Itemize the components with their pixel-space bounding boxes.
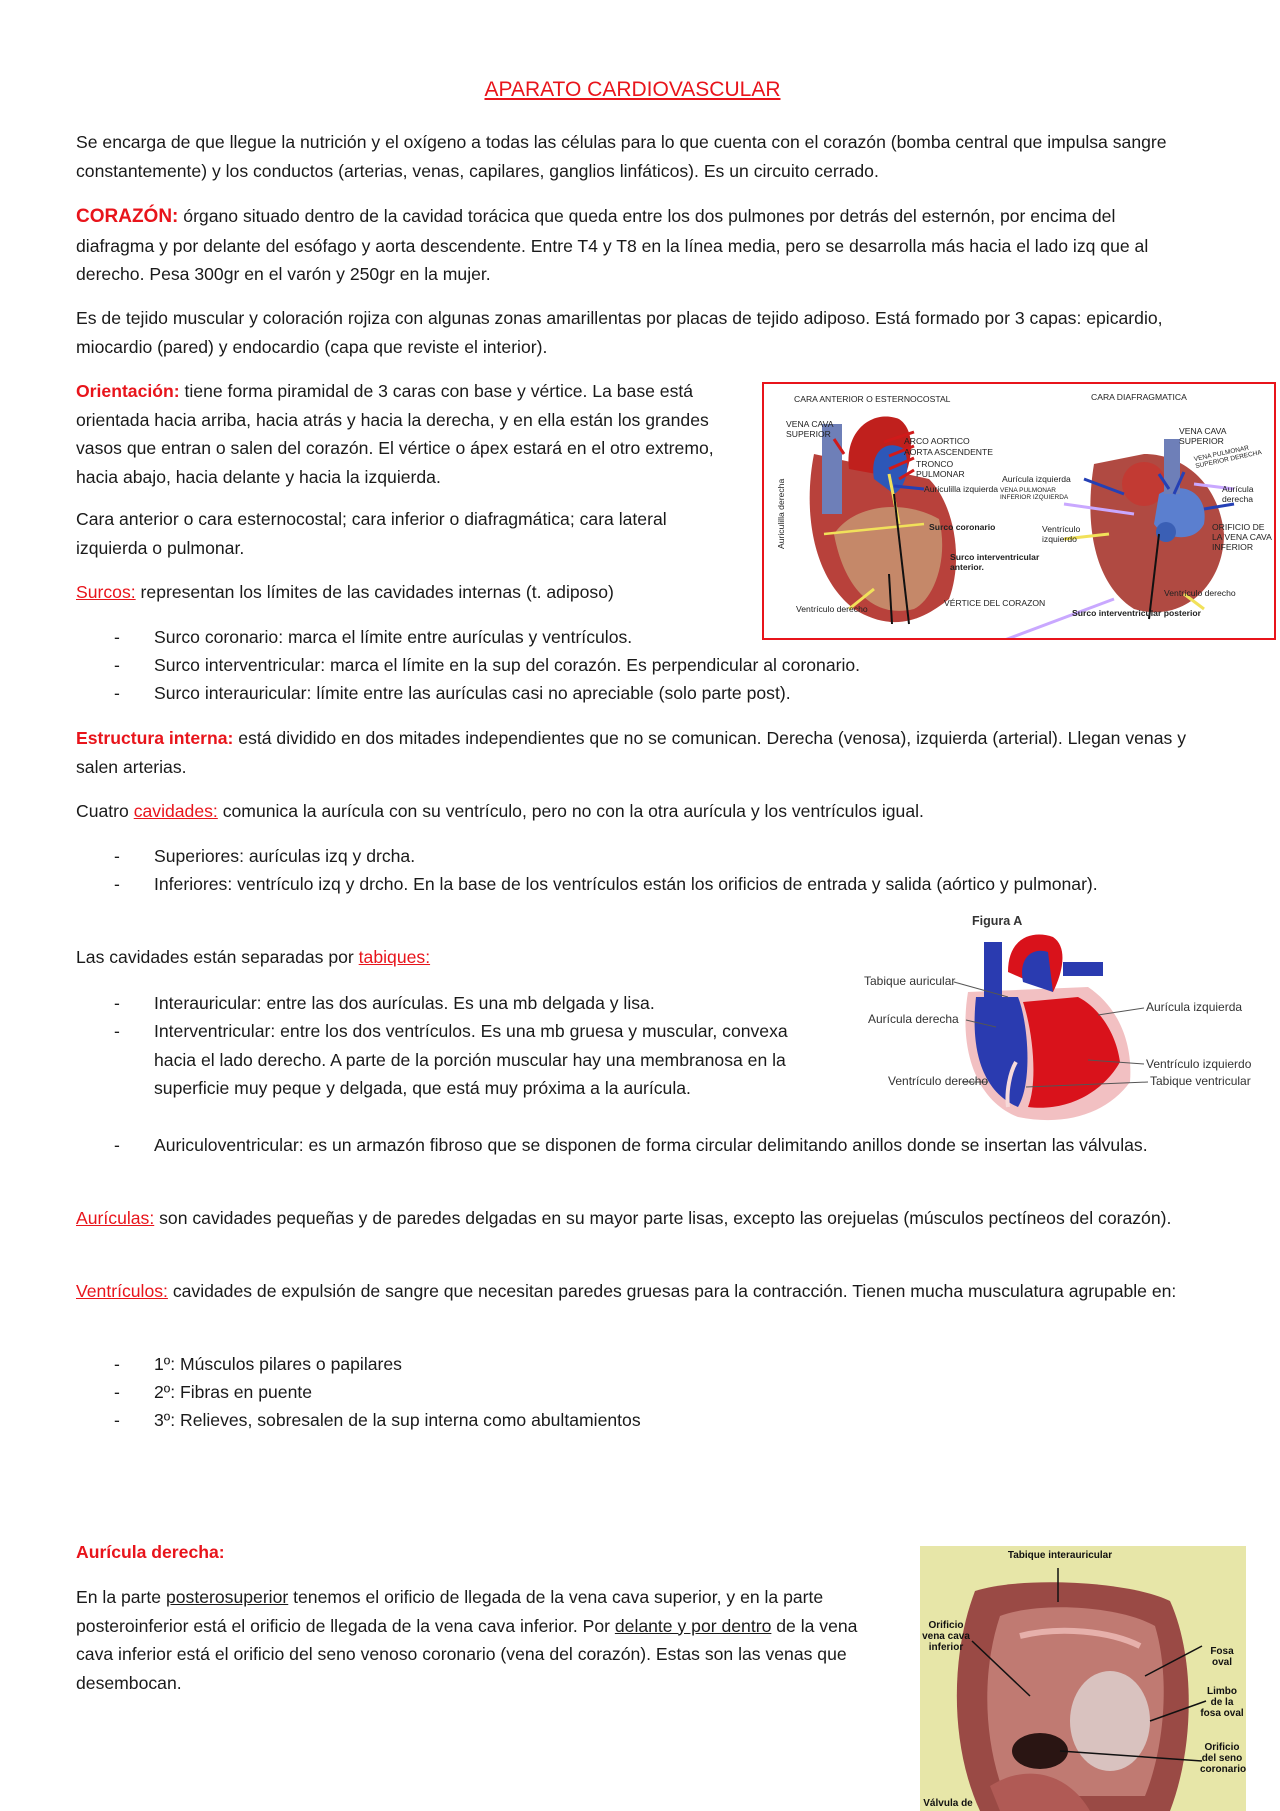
label-surco-coronario: Surco coronario xyxy=(929,522,996,532)
estructura-text: está dividido en dos mitades independientes que no se comunican. Derecha (venosa), izquierda (arterial). Llegan venas y salen arterias. xyxy=(76,728,1186,777)
label-venas-pulmonares-sup: VENA PULMONAR SUPERIOR DERECHA xyxy=(1193,444,1263,470)
list-item-text: Surco interauricular: límite entre las aurículas casi no apreciable (solo parte post). xyxy=(154,683,791,703)
bullet-dash: - xyxy=(114,1410,120,1430)
label-vena-cava-superior: VENA CAVA SUPERIOR xyxy=(786,419,833,439)
ventriculos-text: cavidades de expulsión de sangre que necesitan paredes gruesas para la contracción. Tienen mucha musculatura agrupable en: xyxy=(167,1281,1177,1301)
list-item xyxy=(114,1131,1194,1189)
heart-faces-figure xyxy=(762,382,1276,640)
bullet-dash: - xyxy=(114,993,120,1013)
list-item-text: Auriculoventricular: es un armazón fibroso que se disponen de forma circular delimitando anillos donde se insertan las válvulas. xyxy=(154,1135,1148,1155)
tabiques-paragraph xyxy=(76,943,741,972)
tejido-paragraph: Es de tejido muscular y coloración rojiza con algunas zonas amarillentas por placas de tejido adiposo. Está formado por 3 capas: epicardio, miocardio (pared) y endocardio (capa que reviste el interior). xyxy=(76,308,1163,357)
label-aorta-ascendente: AORTA ASCENDENTE xyxy=(904,447,993,457)
label-tabique-auricular: Tabique auricular xyxy=(864,974,956,988)
list-item xyxy=(114,651,1114,679)
label-tronco-pulmonar: TRONCO PULMONAR xyxy=(916,459,965,479)
label-ventriculo-derecho: Ventrículo derecho xyxy=(796,604,868,614)
tabiques-label: tabiques: xyxy=(358,947,431,967)
label-vena-cava-superior-2: VENA CAVA SUPERIOR xyxy=(1179,426,1226,446)
figura-a-title: Figura A xyxy=(972,914,1023,928)
estructura-label: Estructura interna: xyxy=(76,728,234,748)
list-item-text: Interventricular: entre los dos ventrículos. Es una mb gruesa y muscular, convexa hacia el lado derecho. A parte de la porción muscular hay una membranosa en la superficie muy peque y delgada, que está muy próxima a la aurícula. xyxy=(154,1021,788,1099)
intro-paragraph: Se encarga de que llegue la nutrición y el oxígeno a todas las células para lo que cuenta con el corazón (bomba central que impulsa sangre constantemente) y los conductos (arterias, venas, capilares, ganglios linfáticos). Es un circuito cerrado. xyxy=(76,132,1167,181)
label-orificio-vena-cava-inferior: ORIFICIO DE LA VENA CAVA INFERIOR xyxy=(1212,522,1272,552)
bullet-dash: - xyxy=(114,1354,120,1374)
label-limbo-fosa-oval: Limbo de la fosa oval xyxy=(1200,1686,1244,1719)
surcos-label: Surcos: xyxy=(76,582,136,602)
corazon-label: CORAZÓN: xyxy=(76,206,179,227)
list-item-text: Surco interventricular: marca el límite en la sup del corazón. Es perpendicular al coronario. xyxy=(154,655,861,675)
label-orificio-seno-coronario: Orificio del seno coronario xyxy=(1200,1742,1246,1775)
label-orificio-vena-cava-inferior: Orificio vena cava inferior xyxy=(922,1620,970,1653)
list-item xyxy=(114,679,1114,707)
label-auriculilla-izquierda: Auriculilla izquierda xyxy=(924,484,999,494)
list-item xyxy=(114,1017,854,1131)
list-item xyxy=(114,842,1194,870)
bullet-dash: - xyxy=(114,655,120,675)
label-vertice-corazon: VÉRTICE DEL CORAZON xyxy=(944,598,1046,608)
ad-text-3: de la vena cava inferior está el orificio del seno venoso coronario (vena del corazón). Estas son las venas que desembocan. xyxy=(76,1615,858,1693)
label-tabique-ventricular: Tabique ventricular xyxy=(1150,1074,1251,1088)
list-item-text: 3º: Relieves, sobresalen de la sup interna como abultamientos xyxy=(154,1410,641,1430)
bullet-dash: - xyxy=(114,1382,120,1402)
corazon-paragraph xyxy=(76,202,1196,289)
cavidades-paragraph xyxy=(76,797,1196,826)
ad-text-2: tenemos el orificio de llegada de la vena cava superior, y en la parte posteroinferior está el orificio de llegada de la vena cava inferior. Por xyxy=(76,1587,824,1636)
label-fosa-oval: Fosa oval xyxy=(1210,1646,1234,1668)
label-auricula-izquierda: Aurícula izquierda xyxy=(1146,1000,1243,1014)
auricula-derecha-paragraph xyxy=(76,1583,866,1697)
tabiques-prefix: Las cavidades están separadas por xyxy=(76,947,359,967)
label-auricula-derecha: Aurícula derecha xyxy=(1222,484,1254,504)
ventriculos-paragraph xyxy=(76,1277,1196,1306)
ventriculos-label: Ventrículos: xyxy=(76,1281,168,1301)
ad-underline-2: delante y por dentro xyxy=(614,1615,772,1636)
label-auricula-derecha: Aurícula derecha xyxy=(868,1012,959,1026)
orientacion-paragraph xyxy=(76,377,741,491)
cavidades-prefix: Cuatro xyxy=(76,801,134,821)
bullet-dash: - xyxy=(114,846,120,866)
figura-a xyxy=(858,912,1258,1122)
orientacion-text: tiene forma piramidal de 3 caras con base y vértice. La base está orientada hacia arriba, hacia atrás y hacia la derecha, y en ella están los grandes vasos que entran o salen del corazón. El vértice o ápex estará en el otro extremo, hacia abajo, hacia delante y hacia la izquierda. xyxy=(76,381,714,487)
cara-anterior-title: CARA ANTERIOR O ESTERNOCOSTAL xyxy=(794,394,951,404)
label-auriculilla-derecha: Auriculilla derecha xyxy=(776,478,786,549)
orientacion-label: Orientación: xyxy=(76,381,180,401)
label-ventriculo-derecho-2: Ventrículo derecho xyxy=(1164,588,1236,598)
surcos-text: representan los límites de las cavidades internas (t. adiposo) xyxy=(135,582,614,602)
label-ventriculo-izquierdo: Ventrículo izquierdo xyxy=(1042,524,1081,544)
label-auricula-izquierda: Aurícula izquierda xyxy=(1002,474,1071,484)
list-item xyxy=(114,989,854,1017)
label-arco-aortico: ARCO AORTICO xyxy=(904,436,970,446)
label-tabique-interauricular: Tabique interauricular xyxy=(1007,1550,1113,1561)
bullet-dash: - xyxy=(114,1021,120,1041)
auriculas-paragraph xyxy=(76,1204,1196,1233)
auriculas-label: Aurículas: xyxy=(76,1208,155,1228)
list-item-text: Superiores: aurículas izq y drcha. xyxy=(154,846,416,866)
bullet-dash: - xyxy=(114,683,120,703)
cara-diafragmatica-title: CARA DIAFRAGMATICA xyxy=(1091,392,1187,402)
list-item-text: Interauricular: entre las dos aurículas. Es una mb delgada y lisa. xyxy=(154,993,655,1013)
caras-paragraph: Cara anterior o cara esternocostal; cara inferior o diafragmática; cara lateral izquierda o pulmonar. xyxy=(76,509,667,558)
label-ventriculo-izquierdo: Ventrículo izquierdo xyxy=(1146,1057,1252,1071)
label-valvula: Válvula de xyxy=(923,1798,973,1809)
cavidades-label: cavidades: xyxy=(133,801,218,821)
list-item xyxy=(114,1406,1114,1434)
label-surco-interventricular-anterior: Surco interventricular anterior. xyxy=(950,552,1040,572)
auriculas-text: son cavidades pequeñas y de paredes delgadas en su mayor parte lisas, excepto las orejuelas (músculos pectíneos del corazón). xyxy=(154,1208,1172,1228)
corazon-text: órgano situado dentro de la cavidad torácica que queda entre los dos pulmones por detrás del esternón, por encima del diafragma y por delante del esófago y aorta descendente. Entre T4 y T8 en la línea media, pero se desarrolla más hacia el lado izq que al derecho. Pesa 300gr en el varón y 250gr en la mujer. xyxy=(76,206,1149,285)
auricula-derecha-heading: Aurícula derecha: xyxy=(76,1542,225,1562)
list-item-text: 1º: Músculos pilares o papilares xyxy=(154,1354,402,1374)
auricula-derecha-photo xyxy=(920,1546,1246,1811)
bullet-dash: - xyxy=(114,627,120,647)
list-item-text: 2º: Fibras en puente xyxy=(154,1382,313,1402)
list-item-text: Inferiores: ventrículo izq y drcho. En la base de los ventrículos están los orificios de entrada y salida (aórtico y pulmonar). xyxy=(154,874,1098,894)
ad-underline-1: posterosuperior xyxy=(165,1587,289,1607)
list-item-text: Surco coronario: marca el límite entre aurículas y ventrículos. xyxy=(154,627,633,647)
list-item xyxy=(114,1350,1114,1378)
label-surco-interventricular-posterior: Surco interventricular posterior xyxy=(1072,608,1201,618)
surcos-paragraph xyxy=(76,578,741,607)
ad-text-1: En la parte xyxy=(76,1587,166,1607)
auricula-derecha-illustration xyxy=(920,1546,1246,1811)
estructura-paragraph xyxy=(76,724,1196,781)
bullet-dash: - xyxy=(114,1135,120,1155)
list-item xyxy=(114,1378,1114,1406)
label-ventriculo-derecho: Ventrículo derecho xyxy=(888,1074,989,1088)
label-venas-pulmonares-inf: VENA PULMONAR INFERIOR IZQUIERDA xyxy=(1000,487,1069,501)
cavidades-text: comunica la aurícula con su ventrículo, pero no con la otra aurícula y los ventrículos igual. xyxy=(217,801,924,821)
page-title: APARATO CARDIOVASCULAR xyxy=(484,78,781,101)
bullet-dash: - xyxy=(114,874,120,894)
